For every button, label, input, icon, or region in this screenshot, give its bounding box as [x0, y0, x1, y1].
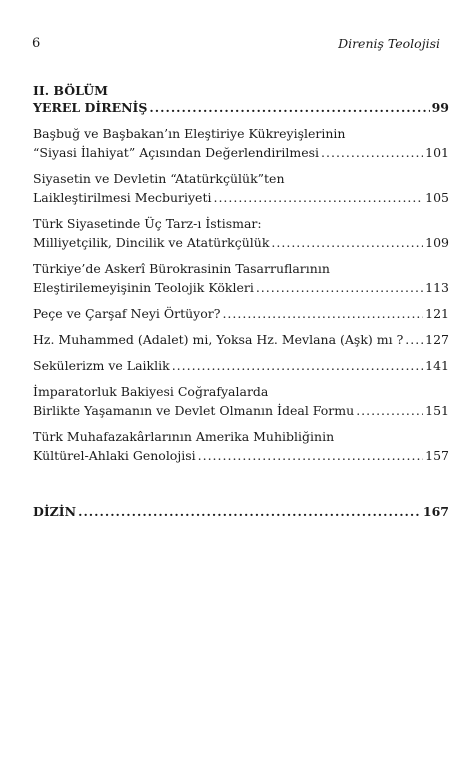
toc-entry-page: 105 — [425, 190, 449, 205]
leader-dots — [271, 233, 423, 252]
leader-dots — [78, 502, 421, 521]
toc-entry-title: Kültürel-Ahlaki Genolojisi — [33, 448, 196, 463]
leader-dots — [222, 304, 423, 323]
toc-entry — [33, 169, 449, 207]
toc-entry-title: Milliyetçilik, Dincilik ve Atatürkçülük — [33, 235, 270, 250]
toc-entry-title: Laikleştirilmesi Mecburiyeti — [33, 190, 212, 205]
toc-entry-line — [33, 278, 449, 297]
toc-entry-title: Hz. Muhammed (Adalet) mi, Yoksa Hz. Mevlana (Aşk) mı ? — [33, 332, 404, 347]
toc-entry — [33, 259, 449, 297]
leader-dots — [149, 99, 429, 116]
toc-entry-title-line1: Siyasetin ve Devletin “Atatürkçülük”ten — [33, 171, 285, 186]
toc-entry-title: “Siyasi İlahiyat” Açısından Değerlendirilmesi — [33, 145, 320, 160]
toc-entry-page: 157 — [425, 448, 449, 463]
toc-entry-line — [33, 356, 449, 375]
toc-entry-line — [33, 330, 449, 349]
toc-entry-title-line1: İmparatorluk Bakiyesi Coğrafyalarda — [33, 384, 269, 399]
part-label: II. BÖLÜM — [33, 83, 108, 98]
toc-entry-title-line1: Türkiye’de Askerî Bürokrasinin Tasarruflarının — [33, 261, 330, 276]
toc-entry — [33, 356, 449, 375]
leader-dots — [405, 330, 423, 349]
toc-entry-line — [33, 304, 449, 323]
toc-entry-page: 121 — [425, 306, 449, 321]
toc-entry-line — [33, 188, 449, 207]
toc-entry — [33, 382, 449, 420]
toc-entry-page: 141 — [425, 358, 449, 373]
toc-entry-page: 109 — [425, 235, 449, 250]
index-line — [33, 502, 449, 521]
part-title: YEREL DİRENİŞ — [33, 100, 148, 115]
index-page: 167 — [422, 504, 449, 519]
leader-dots — [321, 143, 423, 162]
toc-entry-page: 127 — [425, 332, 449, 347]
toc-entry-title: Eleştirilemeyişinin Teolojik Kökleri — [33, 280, 254, 295]
toc-entry-title-line1: Türk Siyasetinde Üç Tarz-ı İstismar: — [33, 216, 262, 231]
toc-entry-page: 151 — [425, 403, 449, 418]
toc-entry — [33, 427, 449, 465]
table-of-contents — [33, 82, 449, 521]
toc-entry-line — [33, 233, 449, 252]
toc-entries — [33, 124, 449, 465]
toc-entry-title: Peçe ve Çarşaf Neyi Örtüyor? — [33, 306, 221, 321]
leader-dots — [356, 401, 423, 420]
leader-dots — [198, 446, 424, 465]
leader-dots — [213, 188, 423, 207]
index-title: DİZİN — [33, 504, 77, 519]
leader-dots — [172, 356, 423, 375]
toc-entry — [33, 304, 449, 323]
toc-entry-line — [33, 143, 449, 162]
toc-entry-line — [33, 446, 449, 465]
leader-dots — [256, 278, 423, 297]
toc-entry-line — [33, 401, 449, 420]
toc-entry — [33, 214, 449, 252]
running-head: Direniş Teolojisi — [338, 36, 440, 51]
toc-entry-title: Sekülerizm ve Laiklik — [33, 358, 170, 373]
toc-entry — [33, 330, 449, 349]
toc-entry-page: 113 — [425, 280, 449, 295]
toc-entry-title-line1: Türk Muhafazakârlarının Amerika Muhibliğinin — [33, 429, 335, 444]
toc-entry-title: Birlikte Yaşamanın ve Devlet Olmanın İdeal Formu — [33, 403, 355, 418]
part-page: 99 — [431, 100, 449, 115]
toc-entry — [33, 124, 449, 162]
toc-entry-page: 101 — [425, 145, 449, 160]
part-title-line — [33, 99, 449, 116]
toc-entry-title-line1: Başbuğ ve Başbakan’ın Eleştiriye Kükreyişlerinin — [33, 126, 346, 141]
page-number: 6 — [32, 36, 41, 51]
